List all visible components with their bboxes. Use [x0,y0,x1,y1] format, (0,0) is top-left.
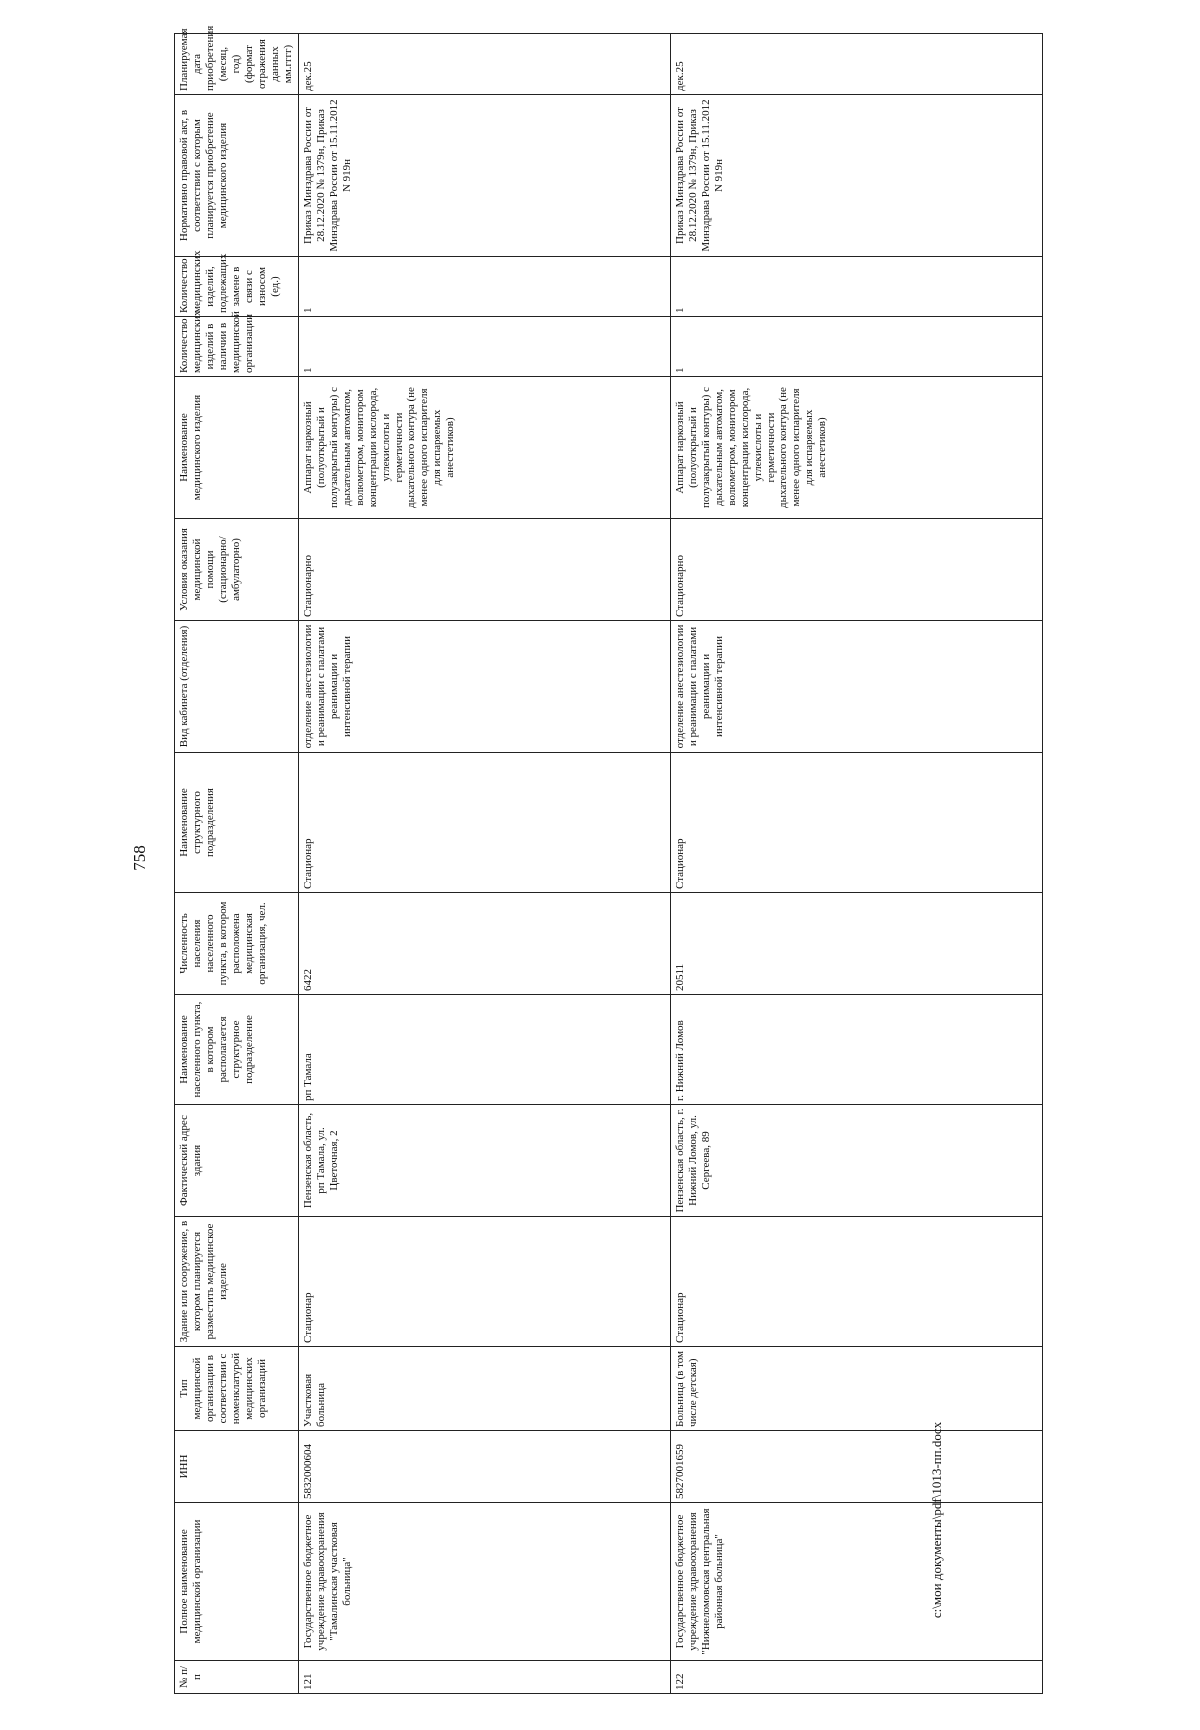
cell-qty-available: 1 [298,317,670,377]
cell-cabinet: отделение анестезиологии и реанимации с палатами реанимации и интенсивной терапии [670,621,1042,753]
cell-address: Пензенская область, г. Нижний Ломов, ул. Сергеева, 89 [670,1105,1042,1217]
page-number: 758 [130,845,149,871]
document-table-container [174,25,984,1694]
cell-building: Стационар [670,1217,1042,1347]
cell-subdivision: Стационар [298,753,670,893]
cell-conditions: Стационарно [670,519,1042,621]
cell-population: 6422 [298,893,670,995]
header-address: Фактический адрес здания [175,1105,299,1217]
cell-planned-date: дек.25 [298,34,670,95]
table-row [670,34,1042,1694]
cell-device: Аппарат наркозный (полуоткрытый и полузакрытый контуры) с дыхательным автоматом, волюметром, монитором концентрации кислорода, углекислоты и герметичности дыхательного контура (не менее одного испарителя для испаряемых анестетиков) [298,377,670,519]
cell-org-type: Больница (в том числе детская) [670,1347,1042,1431]
header-building: Здание или сооружение, в котором планируется разместить медицинское изделие [175,1217,299,1347]
header-inn: ИНН [175,1431,299,1503]
cell-building: Стационар [298,1217,670,1347]
header-legal-act: Нормативно правовой акт, в соответствии с которым планируется приобретение медицинского изделия [175,95,299,257]
header-subdivision: Наименование структурного подразделения [175,753,299,893]
table-row [298,34,670,1694]
cell-num: 121 [298,1661,670,1694]
cell-inn: 5832000604 [298,1431,670,1503]
cell-settlement: рп Тамала [298,995,670,1105]
header-population: Численность населения населенного пункта, в котором расположена медицинская организация, чел. [175,893,299,995]
header-qty-replace: Количество медицинских изделий, подлежащих замене в связи с износом (ед.) [175,257,299,317]
header-device: Наименование медицинского изделия [175,377,299,519]
cell-inn: 5827001659 [670,1431,1042,1503]
cell-qty-replace: 1 [298,257,670,317]
cell-legal-act: Приказ Минздрава России от 28.12.2020 № 1379н, Приказ Минздрава России от 15.11.2012 N 919н [298,95,670,257]
cell-settlement: г. Нижний Ломов [670,995,1042,1105]
cell-org-name: Государственное бюджетное учреждение здравоохранения "Нижнеломовская центральная районная больница" [670,1503,1042,1661]
header-org-name: Полное наименование медицинской организации [175,1503,299,1661]
cell-population: 20511 [670,893,1042,995]
header-conditions: Условия оказания медицинской помощи (стационарно/амбулаторно) [175,519,299,621]
cell-address: Пензенская область, рп Тамала, ул. Цветочная, 2 [298,1105,670,1217]
cell-device: Аппарат наркозный (полуоткрытый и полузакрытый контуры) с дыхательным автоматом, волюметром, монитором концентрации кислорода, углекислоты и герметичности дыхательного контура (не менее одного испарителя для испаряемых анестетиков) [670,377,1042,519]
table-header-row [175,34,299,1694]
header-qty-available: Количество медицинских изделий в наличии в медицинской организации [175,317,299,377]
medical-equipment-table [174,25,1043,1694]
header-org-type: Тип медицинской организации в соответствии с номенклатурой медицинских организаций [175,1347,299,1431]
cell-num: 122 [670,1661,1042,1694]
cell-org-name: Государственное бюджетное учреждение здравоохранения "Тамалинская участковая больница" [298,1503,670,1661]
cell-org-type: Участковая больница [298,1347,670,1431]
header-cabinet: Вид кабинета (отделения) [175,621,299,753]
cell-qty-available: 1 [670,317,1042,377]
header-settlement: Наименование населенного пункта, в котором располагается структурное подразделение [175,995,299,1105]
header-num: № п/п [175,1661,299,1694]
cell-planned-date: дек.25 [670,34,1042,95]
footer-file-path: c:\мои документы\pdf\1013-пп.docx [929,1421,944,1619]
cell-conditions: Стационарно [298,519,670,621]
cell-legal-act: Приказ Минздрава России от 28.12.2020 № 1379н, Приказ Минздрава России от 15.11.2012 N 919н [670,95,1042,257]
cell-subdivision: Стационар [670,753,1042,893]
header-planned-date: Планируемая дата приобретения (месяц, год) (формат отражения данных мм.гггг) [175,34,299,95]
cell-cabinet: отделение анестезиологии и реанимации с палатами реанимации и интенсивной терапии [298,621,670,753]
cell-qty-replace: 1 [670,257,1042,317]
